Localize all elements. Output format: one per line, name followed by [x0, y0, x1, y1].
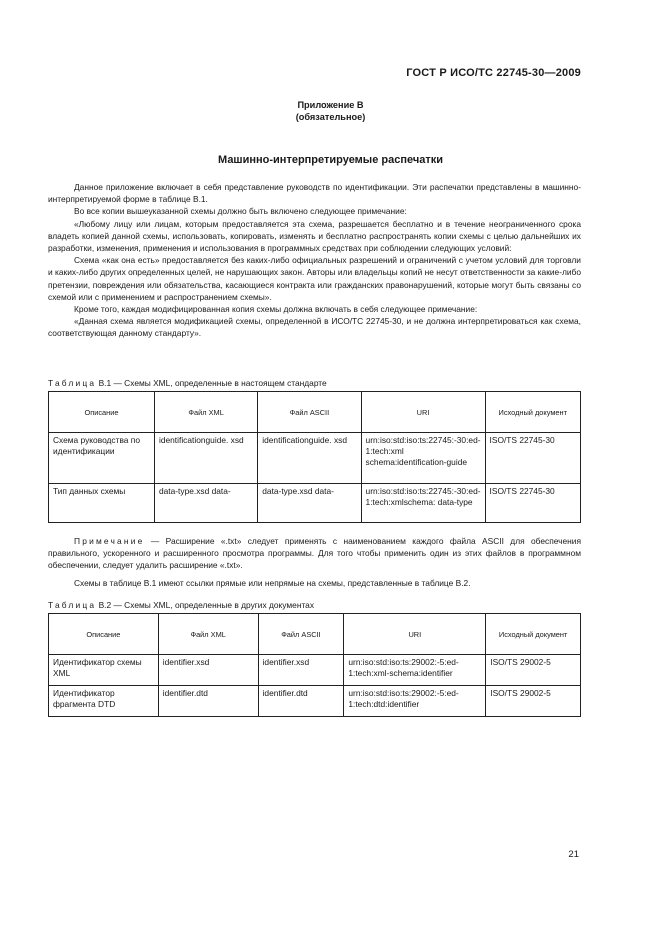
column-header: Файл XML: [158, 614, 258, 655]
table-cell: urn:iso:std:iso:ts:22745:-30:ed-1:tech:xmlschema: data-type: [361, 484, 485, 523]
table-cell: identifier.xsd: [158, 655, 258, 686]
paragraph: Данное приложение включает в себя представление руководств по идентификации. Эти распечатки представлены в машинно-интерпретируемой форме в таблице В.1.: [48, 182, 581, 205]
column-header: Исходный документ: [485, 392, 580, 433]
table-caption-text: В.2 — Схемы XML, определенные в других документах: [98, 600, 315, 610]
note-text: — Расширение «.txt» следует применять с наименованием каждого файла ASCII для обеспечения правильного, ускоренного и расширенного просмотра программы. Для того чтобы применить один из этих файлов в программном обеспечении, следует удалить расширение «.txt».: [48, 536, 581, 571]
table-cell: Идентификатор фрагмента DTD: [49, 686, 159, 717]
table-cell: ISO/TS 22745-30: [485, 484, 580, 523]
table-row: [49, 686, 581, 717]
annex-status: (обязательное): [295, 112, 366, 122]
table-xml-schemas-standard: [48, 391, 581, 523]
table-cell: ISO/TS 22745-30: [485, 433, 580, 484]
table-cell: ISO/TS 29002-5: [486, 655, 581, 686]
table-note: [48, 535, 581, 572]
table-cell: identificationguide. xsd: [154, 433, 257, 484]
section-title: Машинно-интерпретируемые распечатки: [218, 154, 443, 166]
table-cell: data-type.xsd data-: [154, 484, 257, 523]
table-cell: urn:iso:std:iso:ts:29002:-5:ed-1:tech:dtd:identifier: [344, 686, 486, 717]
table-cell: identifier.dtd: [158, 686, 258, 717]
table-caption: [48, 600, 314, 610]
table-row: [49, 484, 581, 523]
column-header: Файл ASCII: [258, 614, 344, 655]
table-caption-word: Таблица: [48, 378, 97, 388]
table-cell: Тип данных схемы: [49, 484, 155, 523]
paragraph: «Любому лицу или лицам, которым предоставляется эта схема, разрешается бесплатно и в течение неограниченного срока владеть копией данной схемы, использовать, копировать, изменять и бесплатно распространять копии схемы с целью дальнейших их разработки, изменения, применения и использования в программных средствах при соблюдении следующих условий:: [48, 218, 581, 254]
body-text: [48, 181, 581, 340]
annex-label: Приложение В: [297, 100, 364, 110]
table-cell: identifier.xsd: [258, 655, 344, 686]
page-number: 21: [568, 849, 579, 860]
column-header: Файл ASCII: [258, 392, 361, 433]
paragraph: «Данная схема является модификацией схемы, определенной в ИСО/ТС 22745-30, и не должна интерпретироваться как схема, соответствующая данному стандарту».: [48, 316, 581, 339]
column-header: Исходный документ: [486, 614, 581, 655]
table-cell: urn:iso:std:iso:ts:22745:-30:ed-1:tech:xml schema:identification-guide: [361, 433, 485, 484]
table-cell: Идентификатор схемы XML: [49, 655, 159, 686]
annex-heading: [0, 99, 661, 123]
paragraph: Во все копии вышеуказанной схемы должно быть включено следующее примечание:: [74, 206, 407, 217]
column-header: Файл XML: [154, 392, 257, 433]
table-row: [49, 433, 581, 484]
column-header: URI: [361, 392, 485, 433]
table-cell: urn:iso:std:iso:ts:29002:-5:ed-1:tech:xml-schema:identifier: [344, 655, 486, 686]
paragraph: Схема «как она есть» предоставляется без каких-либо официальных разрешений и ограничений с учетом условий для торговли и каких-либо других определенных целей, не нарушающих закон. Авторы или владельцы копий не несут ответственности за какие-либо претензии, повреждения или обязательства, касающиеся контракта или гражданских правонарушений, которые могут быть связаны со схемой или с применением и распространением схемы».: [48, 255, 581, 302]
table-cell: identificationguide. xsd: [258, 433, 361, 484]
column-header: Описание: [49, 614, 159, 655]
table-caption-text: В.1 — Схемы XML, определенные в настоящем стандарте: [98, 378, 327, 388]
table-cell: identifier.dtd: [258, 686, 344, 717]
table-xml-schemas-other: [48, 613, 581, 717]
table-row: [49, 655, 581, 686]
table-cell: ISO/TS 29002-5: [486, 686, 581, 717]
column-header: URI: [344, 614, 486, 655]
table-caption-word: Таблица: [48, 600, 97, 610]
column-header: Описание: [49, 392, 155, 433]
table-cell: Схема руководства по идентификации: [49, 433, 155, 484]
table-header-row: [49, 614, 581, 655]
paragraph: Кроме того, каждая модифицированная копия схемы должна включать в себя следующее примечание:: [74, 304, 478, 315]
paragraph: Схемы в таблице В.1 имеют ссылки прямые или непрямые на схемы, представленные в таблице В.2.: [74, 578, 471, 588]
table-cell: data-type.xsd data-: [258, 484, 361, 523]
table-header-row: [49, 392, 581, 433]
note-label: Примечание: [74, 536, 145, 546]
table-caption: [48, 378, 327, 388]
standard-code: ГОСТ Р ИСО/ТС 22745-30—2009: [406, 67, 581, 79]
